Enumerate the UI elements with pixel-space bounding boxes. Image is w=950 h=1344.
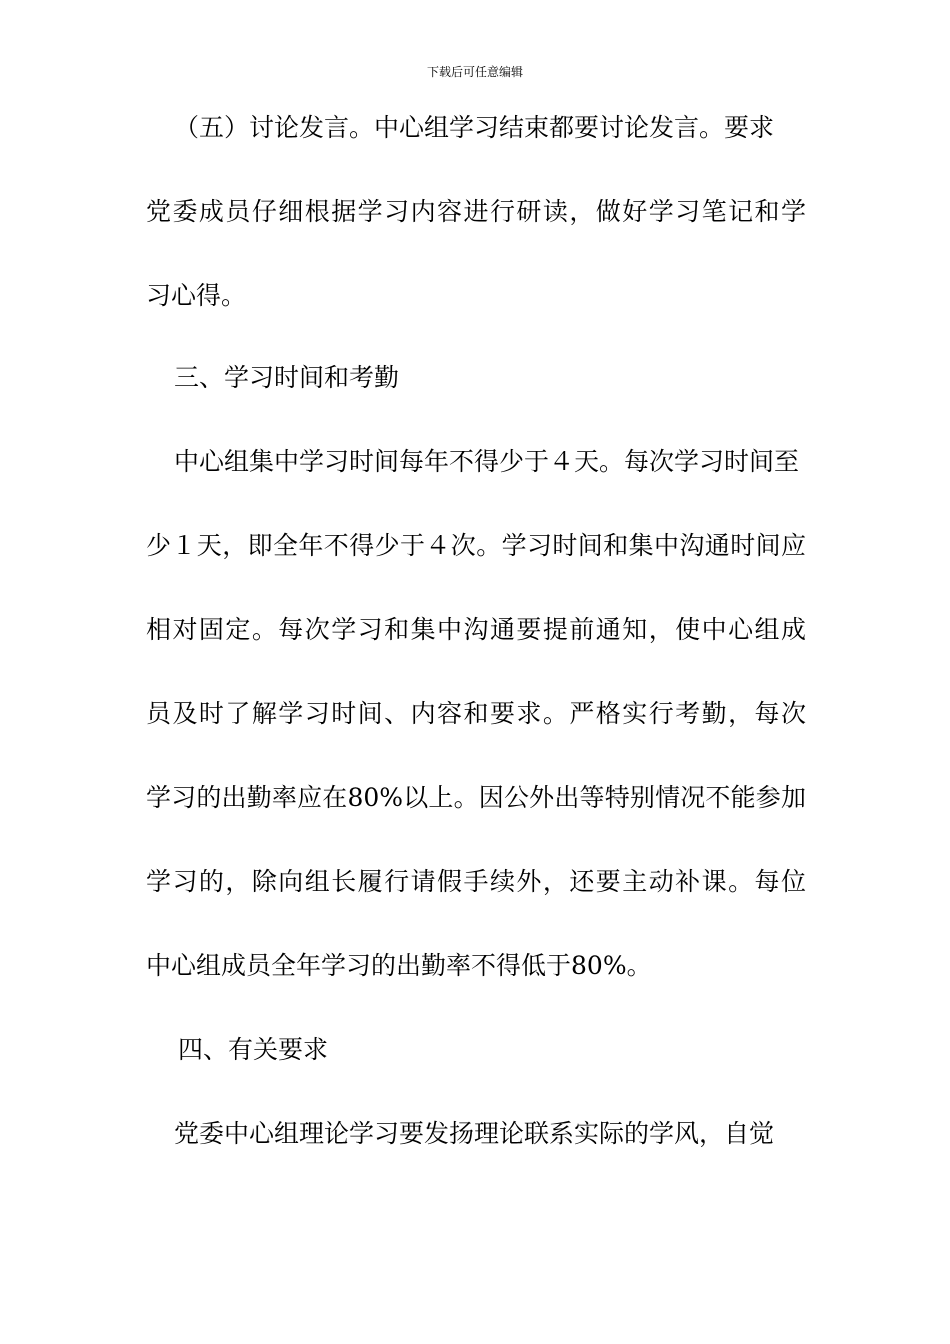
paragraph-line: 学习的出勤率应在80%以上。因公外出等特别情况不能参加 (146, 783, 806, 812)
header-note: 下载后可任意编辑 (426, 65, 523, 79)
section-heading: 三、学习时间和考勤 (174, 363, 400, 392)
paragraph-line: 党委成员仔细根据学习内容进行研读，做好学习笔记和学 (146, 197, 806, 226)
paragraph-line: 中心组成员全年学习的出勤率不得低于80%。 (146, 951, 652, 980)
paragraph-line: 中心组集中学习时间每年不得少于４天。每次学习时间至 (174, 447, 800, 476)
section-heading: 四、有关要求 (178, 1035, 329, 1064)
paragraph-line: 员及时了解学习时间、内容和要求。严格实行考勤，每次 (146, 699, 806, 728)
paragraph-line: 习心得。 (146, 281, 247, 310)
paragraph-line: 党委中心组理论学习要发扬理论联系实际的学风，自觉 (174, 1119, 775, 1148)
paragraph-line: 学习的，除向组长履行请假手续外，还要主动补课。每位 (146, 867, 806, 896)
paragraph-line: 相对固定。每次学习和集中沟通要提前通知，使中心组成 (146, 615, 806, 644)
paragraph-line: （五）讨论发言。中心组学习结束都要讨论发言。要求 (174, 113, 775, 142)
paragraph-line: 少１天，即全年不得少于４次。学习时间和集中沟通时间应 (146, 531, 806, 560)
